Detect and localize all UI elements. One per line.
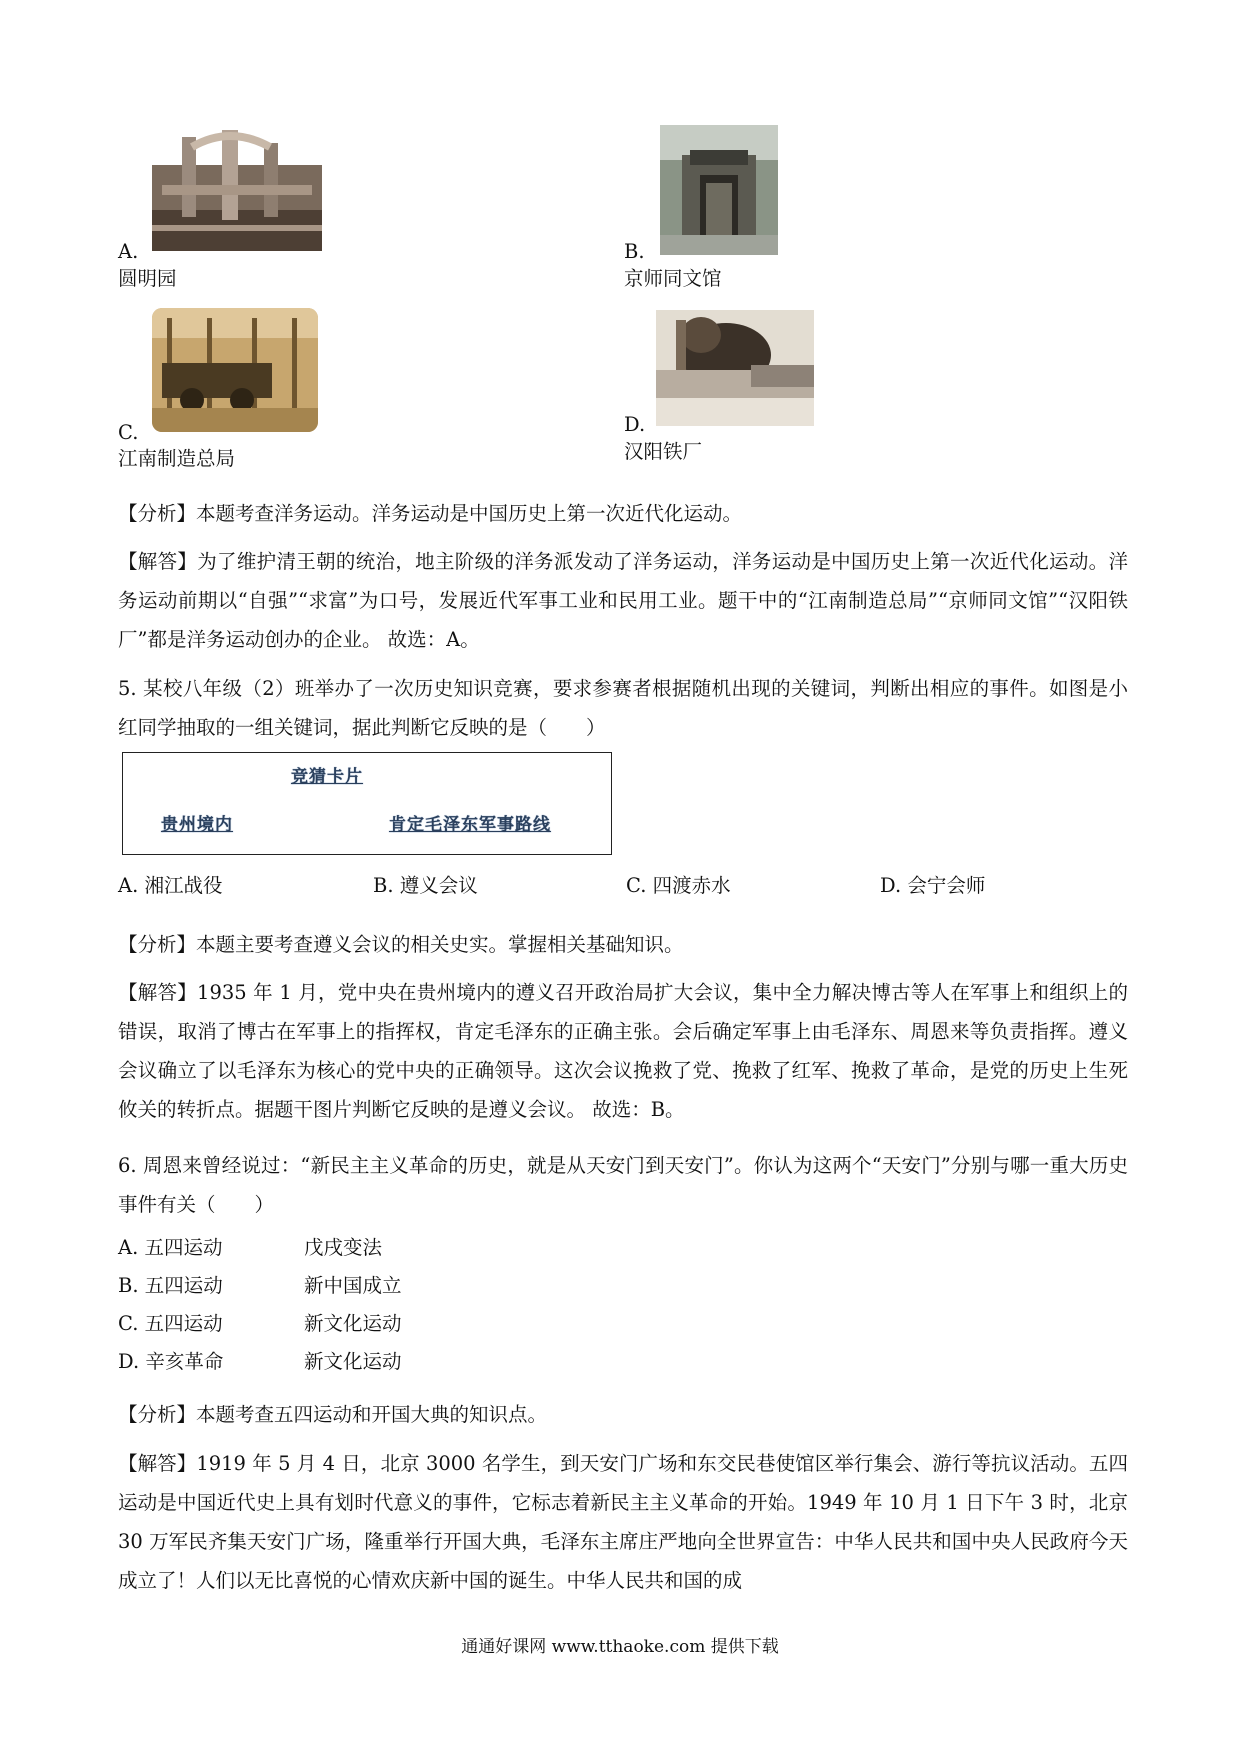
- tongwenguan-gate-image: [660, 125, 778, 255]
- q5-option-c: C. 四渡赤水: [626, 874, 731, 897]
- q5-analysis: 【分析】本题主要考查遵义会议的相关史实。掌握相关基础知识。: [118, 933, 684, 956]
- q6-answer: 【解答】1919 年 5 月 4 日，北京 3000 名学生，到天安门广场和东交民巷使馆区举行集会、游行等抗议活动。五四运动是中国近代史上具有划时代意义的事件，它标志着新民主主义革命的开始。1949 年 10 月 1 日下午 3 时，北京 30 万军民齐集天安门广场，隆重举行开国大典，毛泽东主席庄严地向全世界宣告：中华人民共和国中央人民政府今天成立了！人们以无比喜悦的心情欢庆新中国的诞生。中华人民共和国的成: [118, 1452, 1128, 1592]
- q6-option-c-second: 新文化运动: [304, 1312, 402, 1335]
- q4-answer: 【解答】为了维护清王朝的统治，地主阶级的洋务派发动了洋务运动，洋务运动是中国历史上第一次近代化运动。洋务运动前期以“自强”“求富”为口号，发展近代军事工业和民用工业。题干中的“江南制造总局”“京师同文馆”“汉阳铁厂”都是洋务运动创办的企业。 故选：A。: [118, 550, 1128, 651]
- q6-option-a-second: 戊戌变法: [304, 1236, 383, 1259]
- option-a-caption: 圆明园: [118, 267, 177, 290]
- q4-analysis: 【分析】本题考查洋务运动。洋务运动是中国历史上第一次近代化运动。: [118, 502, 743, 525]
- option-c-caption: 江南制造总局: [118, 447, 236, 470]
- option-b-caption: 京师同文馆: [624, 267, 722, 290]
- option-c-letter: C.: [118, 421, 139, 444]
- q6-analysis: 【分析】本题考查五四运动和开国大典的知识点。: [118, 1403, 548, 1426]
- guess-card-title: 竞猜卡片: [291, 767, 363, 787]
- q5-option-a: A. 湘江战役: [118, 874, 223, 897]
- option-d-caption: 汉阳铁厂: [624, 440, 703, 463]
- guess-card: [122, 752, 612, 855]
- q5-option-d: D. 会宁会师: [880, 874, 986, 897]
- yuanmingyuan-ruins-image: [152, 125, 322, 251]
- hanyang-ironworks-image: [656, 310, 814, 426]
- guess-card-keyword-mao: 肯定毛泽东军事路线: [389, 815, 551, 835]
- option-d-letter: D.: [624, 413, 646, 436]
- q6-option-a-label: A. 五四运动: [118, 1236, 223, 1259]
- q6-option-b-second: 新中国成立: [304, 1274, 402, 1297]
- page-footer: 通通好课网 www.tthaoke.com 提供下载: [461, 1637, 779, 1657]
- q6-option-b-label: B. 五四运动: [118, 1274, 223, 1297]
- option-a-letter: A.: [118, 240, 139, 263]
- q5-stem: 5. 某校八年级（2）班举办了一次历史知识竞赛，要求参赛者根据随机出现的关键词，判断出相应的事件。如图是小红同学抽取的一组关键词，据此判断它反映的是（ ）: [118, 677, 1128, 739]
- q6-option-c-label: C. 五四运动: [118, 1312, 223, 1335]
- q5-option-b: B. 遵义会议: [373, 874, 478, 897]
- option-b-letter: B.: [624, 240, 645, 263]
- q5-answer: 【解答】1935 年 1 月，党中央在贵州境内的遵义召开政治局扩大会议，集中全力解决博古等人在军事上和组织上的错误，取消了博古在军事上的指挥权，肯定毛泽东的正确主张。会后确定军事上由毛泽东、周恩来等负责指挥。遵义会议确立了以毛泽东为核心的党中央的正确领导。这次会议挽救了党、挽救了红军、挽救了革命，是党的历史上生死攸关的转折点。据题干图片判断它反映的是遵义会议。 故选：B。: [118, 981, 1128, 1121]
- q6-option-d-second: 新文化运动: [304, 1350, 402, 1373]
- q6-stem: 6. 周恩来曾经说过：“新民主主义革命的历史，就是从天安门到天安门”。你认为这两个“天安门”分别与哪一重大历史事件有关（ ）: [118, 1154, 1128, 1216]
- guess-card-keyword-guizhou: 贵州境内: [161, 815, 233, 835]
- q6-option-d-label: D. 辛亥革命: [118, 1350, 224, 1373]
- jiangnan-arsenal-image: [152, 308, 318, 432]
